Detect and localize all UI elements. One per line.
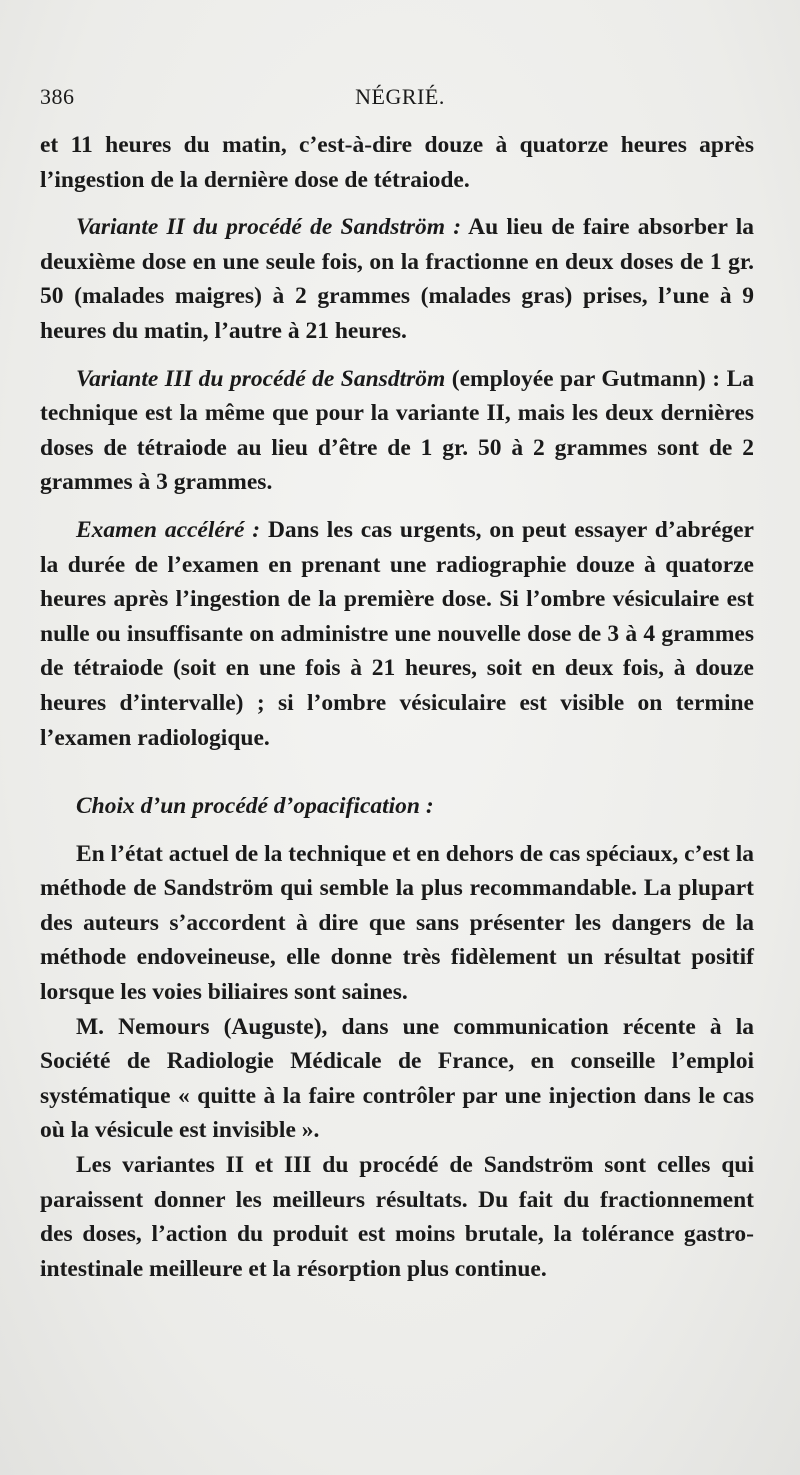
paragraph-text: Dans les cas urgents, on peut essayer d’abréger la durée de l’examen en prenant une radiographie douze à quatorze heures après l’ingestion de la première dose. Si l’ombre vésiculaire est nulle ou insuffisante on administre une nouvelle dose de 3 à 4 grammes de tétraiode (soit en une fois à 21 heures, soit en deux fois, à douze heures d’intervalle) ; si l’ombre vésiculaire est visible on termine l’examen radiologique. — [40, 516, 754, 751]
page-number: 386 — [40, 84, 75, 109]
paragraph-continuation — [40, 128, 754, 197]
paragraph-text: En l’état actuel de la technique et en dehors de cas spéciaux, c’est la méthode de Sandström qui semble la plus recommandable. La plupart des auteurs s’accordent à dire que sans présenter les dangers de la méthode endoveineuse, elle donne très fidèlement un résultat positif lorsque les voies biliaires sont saines. — [40, 840, 754, 1006]
paragraph-examen-accelere — [40, 513, 754, 755]
paragraph-label: Examen accéléré : — [76, 516, 261, 543]
paragraph-label: Variante III du procédé de Sansdtröm — [76, 365, 446, 392]
paragraph-text: (employée par Gutmann) : La technique est la même que pour la variante II, mais les deux dernières doses de tétraiode au lieu d’être de 1 gr. 50 à 2 grammes sont de 2 grammes à 3 grammes. — [40, 365, 754, 496]
section-title: Choix d’un procédé d’opacification : — [76, 793, 434, 820]
paragraph-text: et 11 heures du matin, c’est-à-dire douze à quatorze heures après l’ingestion de la dernière dose de tétraiode. — [40, 132, 754, 193]
paragraph-variante-ii — [40, 210, 754, 348]
paragraph-label: Variante II du procédé de Sandström : — [76, 214, 462, 241]
paragraph-text: Les variantes II et III du procédé de Sandström sont celles qui paraissent donner les meilleurs résultats. Du fait du fractionnement des doses, l’action du produit est moins brutale, la tolérance gastro-intestinale meilleure et la résorption plus continue. — [40, 1152, 754, 1282]
page-body — [40, 128, 754, 1286]
running-head: NÉGRIÉ. — [355, 84, 445, 109]
paragraph-text: M. Nemours (Auguste), dans une communication récente à la Société de Radiologie Médicale de France, en conseille l’emploi systématique « quitte à la faire contrôler par une injection dans le cas où la vésicule est invisible ». — [40, 1013, 754, 1144]
page-header — [40, 84, 760, 118]
paragraph-variante-iii — [40, 362, 754, 500]
paragraph-text: Au lieu de faire absorber la deuxième dose en une seule fois, on la fractionne en deux doses de 1 gr. 50 (malades maigres) à 2 grammes (malades gras) prises, l’une à 9 heures du matin, l’autre à 21 heures. — [40, 214, 754, 344]
